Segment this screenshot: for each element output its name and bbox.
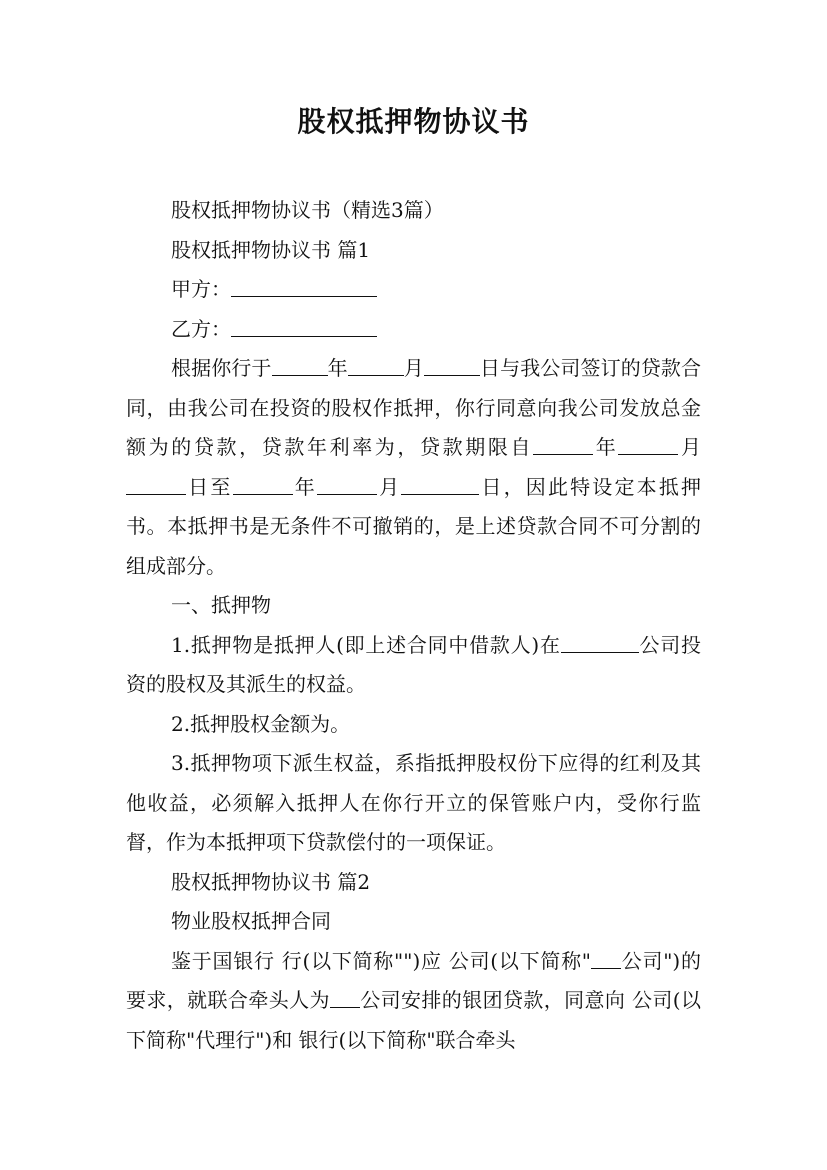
company-short-blank xyxy=(591,949,621,969)
text-segment: 日与我公司签订的贷款合同，由我公司在投资的股权作抵押，你行同意向我公司发放总金额为的贷款，贷款年利率为，贷款期限自 xyxy=(126,356,702,459)
text-segment: 年 xyxy=(593,435,619,459)
party-b-blank xyxy=(231,317,377,337)
start-month-blank xyxy=(618,435,678,455)
text-segment: 月 xyxy=(678,435,702,459)
text-segment: 鉴于国银行 行(以下简称"")应 公司(以下简称" xyxy=(171,948,592,973)
month-blank xyxy=(348,356,404,376)
paragraph-section1-heading: 股权抵押物协议书 篇1 xyxy=(171,237,371,262)
text-segment: 公司")的要求，就联合牵头人为 xyxy=(126,948,701,1012)
text-segment: 日，因此特设定本抵押书。本抵押书是无条件不可撤销的，是上述贷款合同不可分割的组成部分。 xyxy=(126,474,702,578)
start-day-blank xyxy=(126,475,186,495)
text-segment: 月 xyxy=(376,474,402,499)
text-segment: 年 xyxy=(327,356,348,380)
party-a-blank xyxy=(231,277,377,297)
party-a-line xyxy=(126,270,701,310)
section-heading-collateral: 一、抵押物 xyxy=(171,593,271,617)
paragraph-contract-basis xyxy=(126,349,701,586)
start-year-blank xyxy=(533,435,593,455)
text-segment: 日至 xyxy=(186,474,233,499)
day-blank xyxy=(424,356,480,376)
year-blank xyxy=(272,356,328,376)
text-segment: 1.抵押物是抵押人(即上述合同中借款人)在 xyxy=(171,632,561,657)
party-b-line xyxy=(126,310,701,350)
text-segment: 年 xyxy=(292,474,317,499)
paragraph-clause-1 xyxy=(126,626,701,705)
text-segment: 月 xyxy=(403,356,424,380)
document-title: 股权抵押物协议书 xyxy=(297,105,530,138)
company-blank xyxy=(561,633,639,653)
company-name-blank xyxy=(330,988,360,1008)
end-day-blank xyxy=(401,475,479,495)
paragraph-intro: 股权抵押物协议书（精选3篇） xyxy=(171,198,444,222)
text-segment: 根据你行于 xyxy=(171,356,272,380)
text-segment: 公司安排的银团贷款，同意向 公司(以下简称"代理行")和 银行(以下简称"联合牵头 xyxy=(126,988,701,1052)
document-body xyxy=(126,191,701,1060)
paragraph-clause-2: 2.抵押股权金额为。 xyxy=(171,711,351,736)
paragraph-contract-name: 物业股权抵押合同 xyxy=(171,909,331,933)
text-segment: 公司投资的股权及其派生的权益。 xyxy=(126,632,702,696)
paragraph-section2-heading: 股权抵押物协议书 篇2 xyxy=(171,869,371,894)
paragraph-whereas xyxy=(126,942,701,1061)
paragraph-clause-3: 3.抵押物项下派生权益，系指抵押股权份下应得的红利及其他收益，必须解入抵押人在你行开立的保管账户内，受你行监督，作为本抵押项下贷款偿付的一项保证。 xyxy=(126,751,701,854)
end-year-blank xyxy=(233,475,293,495)
party-a-label: 甲方： xyxy=(171,277,231,301)
party-b-label: 乙方： xyxy=(171,316,231,341)
end-month-blank xyxy=(317,475,377,495)
